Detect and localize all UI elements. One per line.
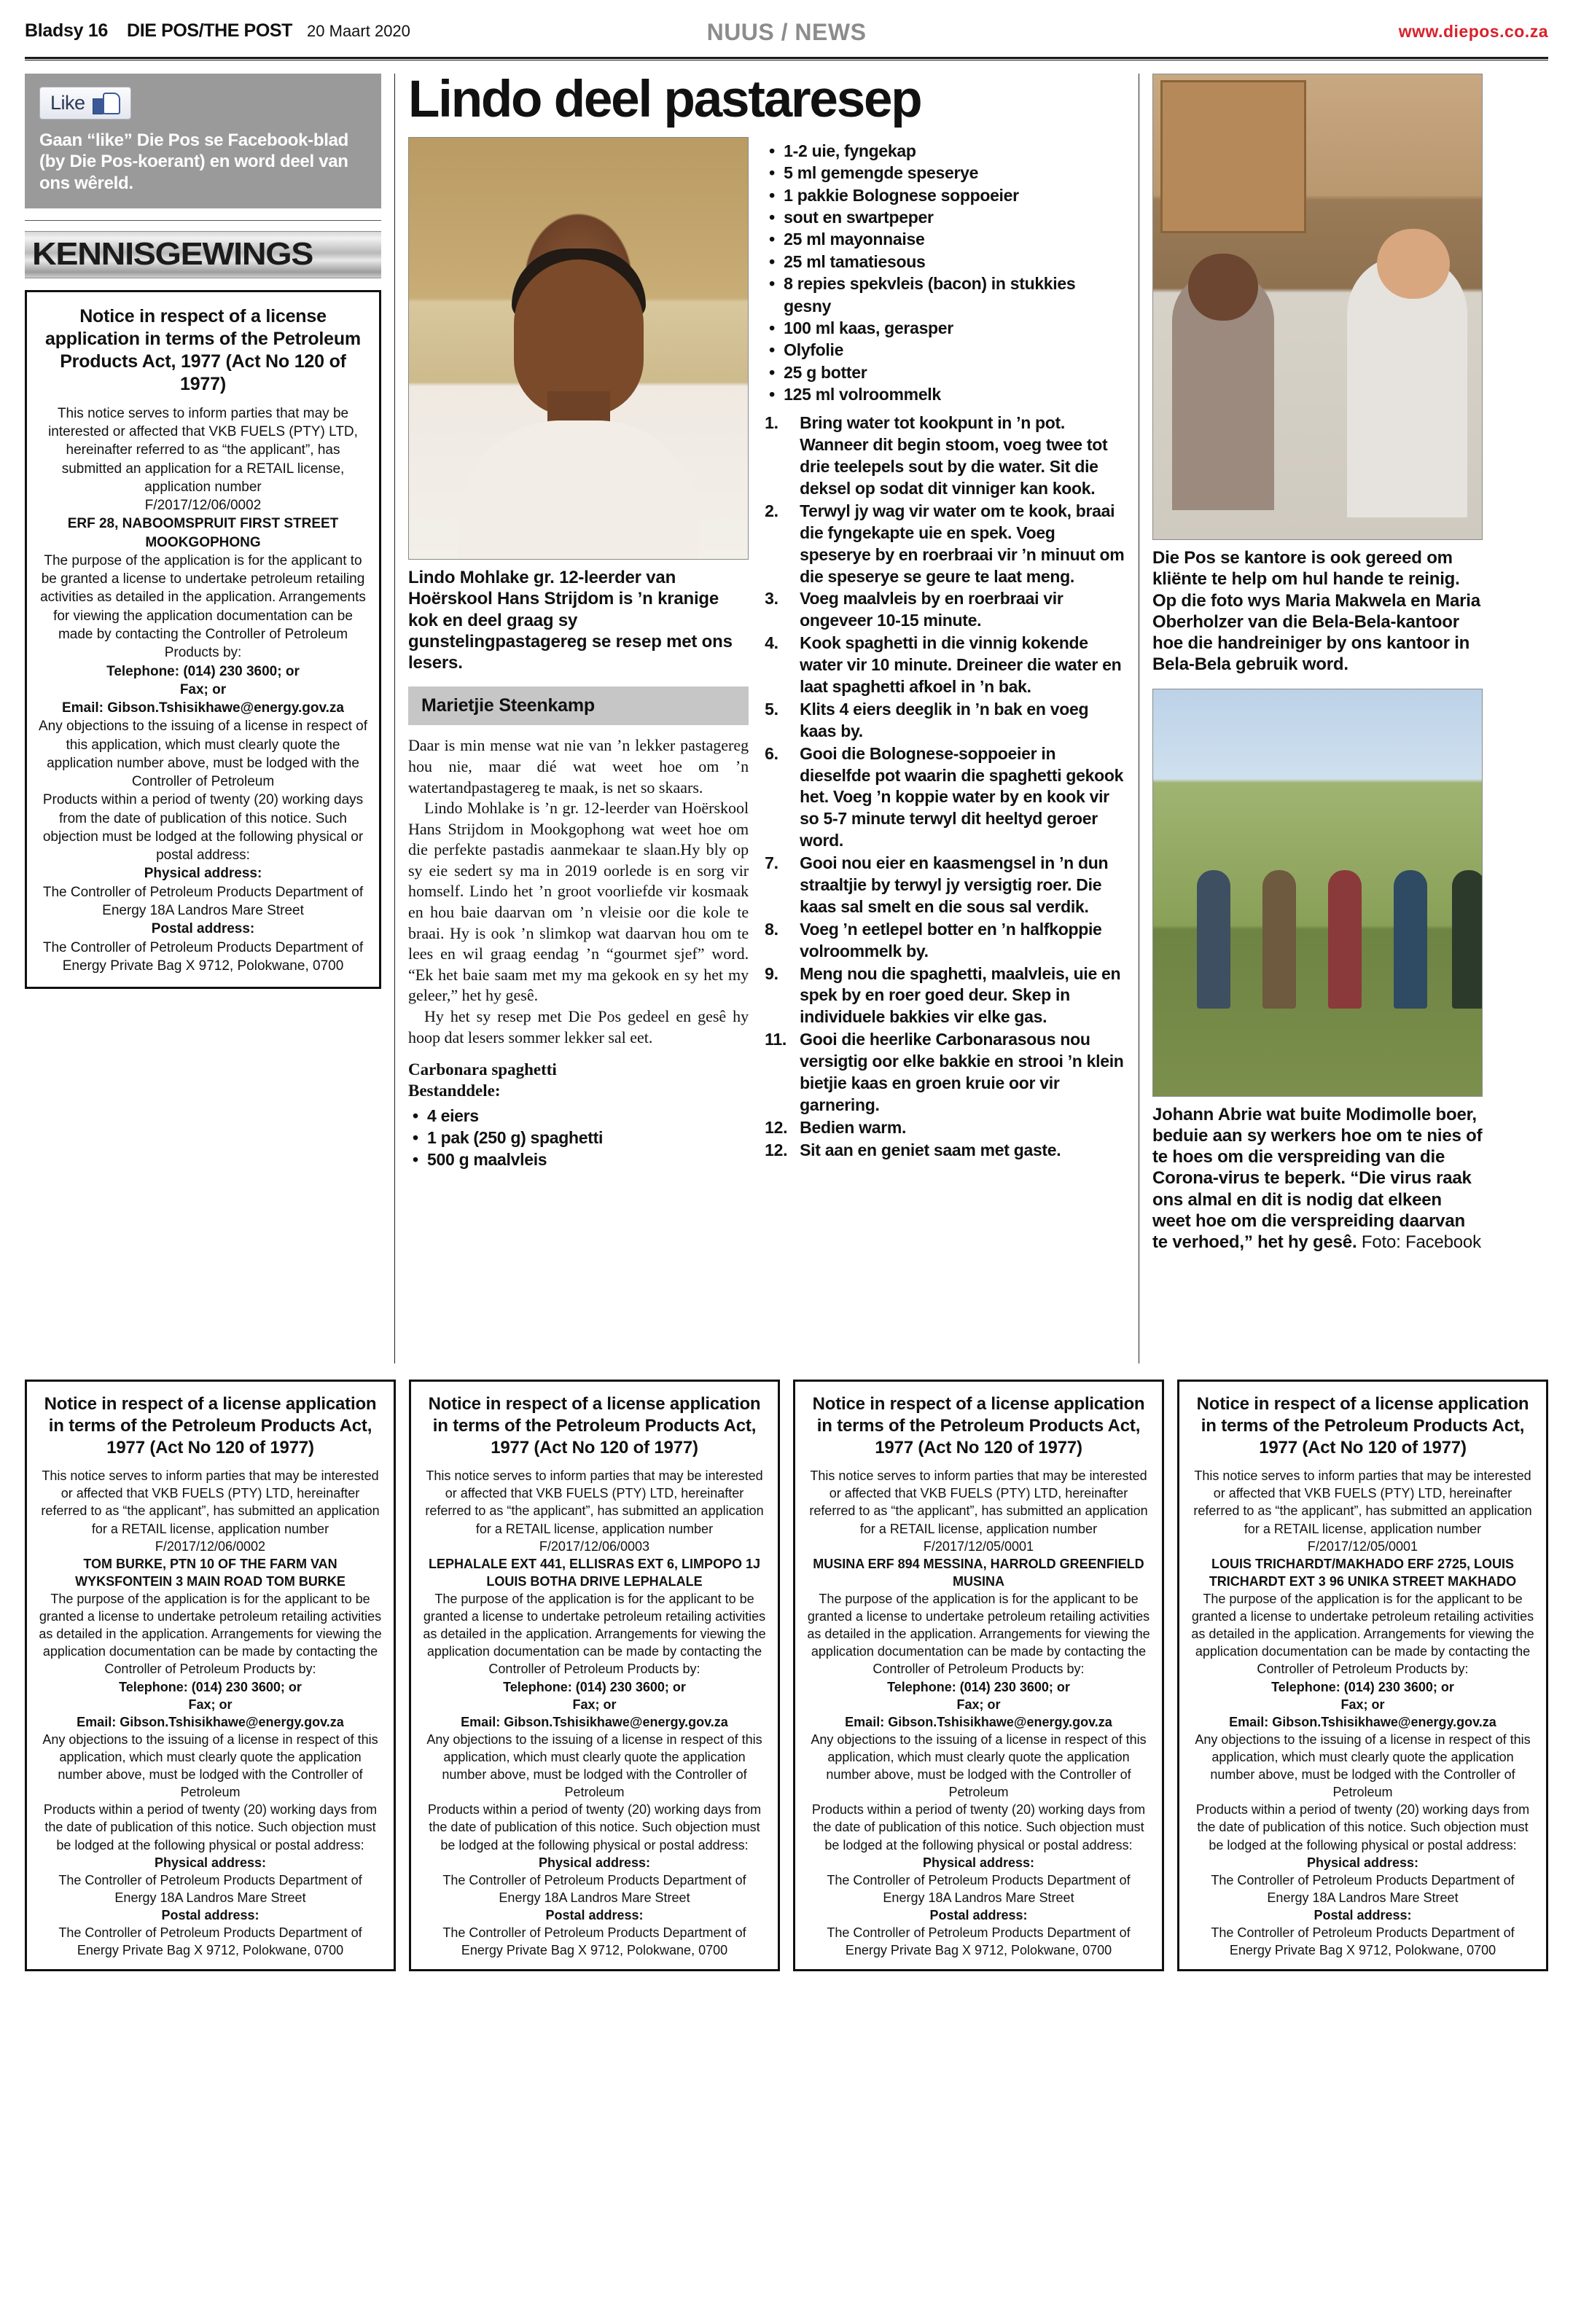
notice-purpose: The purpose of the application is for the applicant to be granted a license to undertake petroleum retailing activities as detailed in the application. Arrangements for viewing the application documentation can be made by contacting the Controller of Petroleum Products by: [807,1592,1150,1677]
notice-purpose: The purpose of the application is for the applicant to be granted a license to undertake petroleum retailing activities as detailed in the application. Arrangements for viewing the application documentation can be made by contacting the Controller of Petroleum Products by: [39,1592,382,1677]
notice-app-number: F/2017/12/06/0002 [144,498,262,514]
article-grid [408,137,1125,1171]
method-step: 6. Gooi die Bolognese-soppoeier in dieselfde pot waarin die spaghetti gekook het. Voeg ’n koppie water by en kook vir so 5-7 minute terwyl dit heeltyd geroer word. [765,743,1125,852]
notice-purpose: The purpose of the application is for the applicant to be granted a license to undertake petroleum retailing activities as detailed in the application. Arrangements for viewing the application documentation can be made by contacting the Controller of Petroleum Products by: [1191,1592,1534,1677]
notice-postal-address: The Controller of Petroleum Products Department of Energy Private Bag X 9712, Polokwane, 0700 [42,939,364,974]
like-button-label: Like [50,91,85,114]
ingredient-item: • 500 g maalvleis [408,1149,749,1170]
notice-fax: Fax; or [188,1697,233,1712]
kennisgewings-banner [25,231,381,278]
notice-title: Notice in respect of a license application in terms of the Petroleum Products Act, 1977 (Act No 120 of 1977) [1196,1394,1529,1458]
notice-physical-address: The Controller of Petroleum Products Department of Energy 18A Landros Mare Street [827,1872,1131,1905]
method-step: 7. Gooi nou eier en kaasmengsel in ’n dun straaltjie by terwyl jy versigtig roer. Die kaas sal smelt en die sous sal verdik. [765,853,1125,918]
photo-lindo-mohlake [408,137,749,560]
notice-title: Notice in respect of a license application in terms of the Petroleum Products Act, 1977 (Act No 120 of 1977) [44,1394,377,1458]
ingredient-item: • 100 ml kaas, gerasper [765,317,1125,339]
method-step: 8. Voeg ’n eetlepel botter en ’n halfkoppie volroommelk by. [765,919,1125,963]
method-step: 12. Sit aan en geniet saam met gaste. [765,1140,1125,1162]
ingredient-item: • 1 pak (250 g) spaghetti [408,1127,749,1149]
ingredient-item: • 125 ml volroommelk [765,383,1125,405]
ingredient-item: • 8 repies spekvleis (bacon) in stukkies gesny [765,273,1125,317]
notice-objections: Any objections to the issuing of a license in respect of this application, which must clearly quote the application number above, must be lodged with the Controller of Petroleum [1195,1732,1531,1800]
notice-postal-label: Postal address: [161,1907,259,1922]
notice-box [25,1380,396,1971]
notice-intro: This notice serves to inform parties that may be interested or affected that VKB FUELS (PTY) LTD, hereinafter referred to as “the applicant”, has submitted an application for a RETAIL license, application number [41,1468,380,1536]
notice-postal-label: Postal address: [929,1907,1028,1922]
article-paragraph: Lindo Mohlake is ’n gr. 12-leerder van Hoërskool Hans Strijdom in Mookgophong wat weet hoe om die perfekte pastadis aanmekaar te slaan.Hy bly op sy eie sedert sy ma in 2019 oorlede is en sorg vir homself. Lindo het ’n groot voorliefde vir kosmaak en hou baie daarvan om ’n vleisie oor die kole te braai. Hy is ook ’n slimkop wat daarvan hou om te lees en wil graag eendag ’n “gourmet sjef” word. “Ek het baie saam met my ma gekook en sy het my geleer,” het hy gesê. [408,799,749,1005]
notice-email[interactable]: Email: Gibson.Tshisikhawe@energy.gov.za [61,700,344,716]
notice-email[interactable]: Email: Gibson.Tshisikhawe@energy.gov.za [1229,1714,1496,1729]
byline-author: Marietjie Steenkamp [421,695,595,716]
notice-app-number: F/2017/12/05/0001 [1307,1538,1418,1554]
notice-physical-label: Physical address: [144,866,262,882]
notice-telephone: Telephone: (014) 230 3600; or [106,663,300,679]
facebook-promo-box [25,74,381,208]
notice-objections: Any objections to the issuing of a license in respect of this application, which must clearly quote the application number above, must be lodged with the Controller of Petroleum [39,719,367,790]
method-step: 11. Gooi die heerlike Carbonarasous nou versigtig oor elke bakkie en strooi ’n klein bietjie kaas en groen kruie oor vir garnering. [765,1029,1125,1116]
paper-title: DIE POS/THE POST [127,20,293,41]
notice-postal-address: The Controller of Petroleum Products Department of Energy Private Bag X 9712, Polokwane, 0700 [58,1925,362,1958]
notice-objections: Any objections to the issuing of a license in respect of this application, which must clearly quote the application number above, must be lodged with the Controller of Petroleum [426,1732,762,1800]
left-column [25,74,395,1364]
notice-box [793,1380,1164,1971]
ingredient-item: • 1 pakkie Bolognese soppoeier [765,184,1125,206]
field-caption-text: Johann Abrie wat buite Modimolle boer, beduie aan sy werkers hoe om te nies of te hoes om die verspreiding van die Corona-virus te beperk. “Die virus raak ons almal en dit is nodig dat elkeen weet hoe om die verspreiding daarvan te verhoed,” het hy gesê. [1152,1104,1483,1253]
notice-purpose: The purpose of the application is for the applicant to be granted a license to undertake petroleum retailing activities as detailed in the application. Arrangements for viewing the application documentation can be made by contacting the Controller of Petroleum Products by: [40,552,366,661]
notice-site-address: TOM BURKE, PTN 10 OF THE FARM VAN WYKSFONTEIN 3 MAIN ROAD TOM BURKE [75,1556,346,1589]
notice-objections-2: Products within a period of twenty (20) working days from the date of publication of this notice. Such objection must be lodged at the following physical or postal address: [811,1802,1146,1852]
notice-physical-address: The Controller of Petroleum Products Department of Energy 18A Landros Mare Street [42,884,364,918]
ingredient-item: • sout en swartpeper [765,206,1125,228]
notice-objections-2: Products within a period of twenty (20) working days from the date of publication of this notice. Such objection must be lodged at the following physical or postal address: [42,792,364,864]
notice-postal-label: Postal address: [545,1907,644,1922]
byline-bar [408,686,749,725]
notice-site-address: ERF 28, NABOOMSPRUIT FIRST STREET MOOKGOPHONG [67,516,339,550]
article-column [395,71,1139,1364]
notice-title: Notice in respect of a license application in terms of the Petroleum Products Act, 1977 (Act No 120 of 1977) [45,305,361,394]
notice-purpose: The purpose of the application is for the applicant to be granted a license to undertake petroleum retailing activities as detailed in the application. Arrangements for viewing the application documentation can be made by contacting the Controller of Petroleum Products by: [423,1592,766,1677]
method-step: 4. Kook spaghetti in die vinnig kokende water vir 10 minute. Dreineer die water en laat spaghetti afkoel in ’n bak. [765,633,1125,698]
section-label: NUUS / NEWS [706,19,867,45]
notice-objections-2: Products within a period of twenty (20) working days from the date of publication of this notice. Such objection must be lodged at the following physical or postal address: [427,1802,762,1852]
method-step: 1. Bring water tot kookpunt in ’n pot. Wanneer dit begin stoom, voeg twee tot drie teelepels sout by die water. Sit die deksel op sodat dit vinniger kan kook. [765,412,1125,500]
photo-johann-abrie-field [1152,689,1483,1097]
article-headline: Lindo deel pastaresep [408,71,921,128]
notice-box-sidebar [25,290,381,989]
article-right-subcolumn [765,137,1125,1171]
notice-postal-label: Postal address: [1314,1907,1412,1922]
masthead-rule [25,57,1548,60]
notice-objections: Any objections to the issuing of a license in respect of this application, which must clearly quote the application number above, must be lodged with the Controller of Petroleum [42,1732,378,1800]
method-steps-list [765,412,1125,1161]
article-paragraph: Daar is min mense wat nie van ’n lekker pastagereg hou nie, maar dié wat weet hoe om ’n watertandpastagereg te maak, is net so skaars. [408,736,749,797]
notice-app-number: F/2017/12/06/0002 [155,1538,266,1554]
notice-postal-address: The Controller of Petroleum Products Department of Energy Private Bag X 9712, Polokwane, 0700 [442,1925,746,1958]
notice-app-number: F/2017/12/05/0001 [923,1538,1034,1554]
notice-physical-label: Physical address: [538,1855,651,1870]
notice-fax: Fax; or [179,681,227,697]
notice-fax: Fax; or [956,1697,1001,1712]
photo-credit: Foto: Facebook [1357,1232,1481,1253]
website-url[interactable]: www.diepos.co.za [1398,22,1548,41]
bottom-notices-row [25,1380,1548,1971]
ingredient-item: • 4 eiers [408,1105,749,1127]
ingredients-list-right [765,140,1125,405]
notice-box [409,1380,780,1971]
page-number-label: Bladsy 16 [25,20,109,41]
ingredient-item: • 25 ml tamatiesous [765,251,1125,273]
ingredient-item: • 25 ml mayonnaise [765,228,1125,250]
facebook-like-button[interactable] [39,87,131,120]
notice-email[interactable]: Email: Gibson.Tshisikhawe@energy.gov.za [845,1714,1112,1729]
notice-telephone: Telephone: (014) 230 3600; or [1271,1679,1454,1694]
notice-physical-label: Physical address: [154,1855,267,1870]
kennisgewings-label: KENNISGEWINGS [32,235,313,272]
notice-postal-address: The Controller of Petroleum Products Department of Energy Private Bag X 9712, Polokwane, 0700 [1211,1925,1515,1958]
recipe-title: Carbonara spaghetti [408,1060,557,1079]
facebook-promo-text: Gaan “like” Die Pos se Facebook-blad (by Die Pos-koerant) en word deel van ons wêreld. [39,130,349,193]
notice-physical-address: The Controller of Petroleum Products Department of Energy 18A Landros Mare Street [58,1872,362,1905]
ingredient-item: • 1-2 uie, fyngekap [765,140,1125,162]
upper-content-area [25,71,1548,1364]
method-step: 9. Meng nou die spaghetti, maalvleis, uie en spek by en roer goed deur. Skep in individuele bakkies vir elke gas. [765,963,1125,1029]
notice-postal-address: The Controller of Petroleum Products Department of Energy Private Bag X 9712, Polokwane, 0700 [827,1925,1131,1958]
photo-caption-office: Die Pos se kantore is ook gereed om kliënte te help om hul hande te reinig. Op die foto wys Maria Makwela en Maria Oberholzer van die Bela-Bela-kantoor hoe die handreiniger by ons kantoor in Bela-Bela gebruik word. [1152,548,1480,675]
right-column [1139,74,1483,1364]
notice-email[interactable]: Email: Gibson.Tshisikhawe@energy.gov.za [77,1714,344,1729]
ingredient-item: • Olyfolie [765,339,1125,361]
ingredients-list-left [408,1105,749,1171]
notice-site-address: MUSINA ERF 894 MESSINA, HARROLD GREENFIELD MUSINA [813,1556,1144,1589]
notice-physical-label: Physical address: [922,1855,1035,1870]
ingredient-item: • 25 g botter [765,361,1125,383]
thumbs-up-icon [93,91,120,114]
notice-site-address: LEPHALALE EXT 441, ELLISRAS EXT 6, LIMPOPO 1J LOUIS BOTHA DRIVE LEPHALALE [428,1556,761,1589]
method-step: 2. Terwyl jy wag vir water om te kook, braai die fyngekapte uie en spek. Voeg speserye by en roerbraai vir ’n minuut om die speserye se geure te laat meng. [765,501,1125,588]
notice-fax: Fax; or [572,1697,617,1712]
notice-intro: This notice serves to inform parties that may be interested or affected that VKB FUELS (PTY) LTD, hereinafter referred to as “the applicant”, has submitted an application for a RETAIL license, application number [48,405,358,495]
photo-die-pos-office [1152,74,1483,540]
notice-box [1177,1380,1548,1971]
notice-email[interactable]: Email: Gibson.Tshisikhawe@energy.gov.za [461,1714,728,1729]
ingredient-item: • 5 ml gemengde speserye [765,162,1125,184]
article-paragraph: Hy het sy resep met Die Pos gedeel en gesê hy hoop dat lesers sommer lekker sal eet. [408,1007,749,1046]
notice-fax: Fax; or [1340,1697,1385,1712]
notice-intro: This notice serves to inform parties that may be interested or affected that VKB FUELS (PTY) LTD, hereinafter referred to as “the applicant”, has submitted an application for a RETAIL license, application number [1193,1468,1532,1536]
photo-caption-field [1152,1104,1483,1253]
masthead [25,20,1548,52]
notice-intro: This notice serves to inform parties that may be interested or affected that VKB FUELS (PTY) LTD, hereinafter referred to as “the applicant”, has submitted an application for a RETAIL license, application number [809,1468,1148,1536]
notice-postal-label: Postal address: [151,921,255,937]
method-step: 12. Bedien warm. [765,1117,1125,1139]
ingredients-label: Bestanddele: [408,1081,501,1100]
article-body [408,735,749,1048]
issue-date: 20 Maart 2020 [307,22,410,40]
notice-intro: This notice serves to inform parties that may be interested or affected that VKB FUELS (PTY) LTD, hereinafter referred to as “the applicant”, has submitted an application for a RETAIL license, application number [425,1468,764,1536]
photo-caption-lindo: Lindo Mohlake gr. 12-leerder van Hoërskool Hans Strijdom is ’n kranige kok en deel graag sy gunstelingpastagereg se resep met ons lesers. [408,568,733,673]
notice-physical-label: Physical address: [1306,1855,1419,1870]
divider-rule [25,220,381,221]
notice-site-address: LOUIS TRICHARDT/MAKHADO ERF 2725, LOUIS TRICHARDT EXT 3 96 UNIKA STREET MAKHADO [1209,1556,1517,1589]
notice-telephone: Telephone: (014) 230 3600; or [887,1679,1070,1694]
notice-physical-address: The Controller of Petroleum Products Department of Energy 18A Landros Mare Street [442,1872,746,1905]
notice-telephone: Telephone: (014) 230 3600; or [503,1679,686,1694]
method-step: 5. Klits 4 eiers deeglik in ’n bak en voeg kaas by. [765,699,1125,743]
notice-objections-2: Products within a period of twenty (20) working days from the date of publication of this notice. Such objection must be lodged at the following physical or postal address: [1195,1802,1530,1852]
notice-app-number: F/2017/12/06/0003 [539,1538,650,1554]
notice-title: Notice in respect of a license application in terms of the Petroleum Products Act, 1977 (Act No 120 of 1977) [428,1394,761,1458]
notice-objections: Any objections to the issuing of a license in respect of this application, which must clearly quote the application number above, must be lodged with the Controller of Petroleum [811,1732,1147,1800]
method-step: 3. Voeg maalvleis by en roerbraai vir ongeveer 10-15 minute. [765,588,1125,632]
notice-telephone: Telephone: (014) 230 3600; or [119,1679,302,1694]
notice-physical-address: The Controller of Petroleum Products Department of Energy 18A Landros Mare Street [1211,1872,1515,1905]
notice-title: Notice in respect of a license application in terms of the Petroleum Products Act, 1977 (Act No 120 of 1977) [812,1394,1145,1458]
notice-objections-2: Products within a period of twenty (20) working days from the date of publication of this notice. Such objection must be lodged at the following physical or postal address: [43,1802,378,1852]
article-left-subcolumn [408,137,749,1171]
